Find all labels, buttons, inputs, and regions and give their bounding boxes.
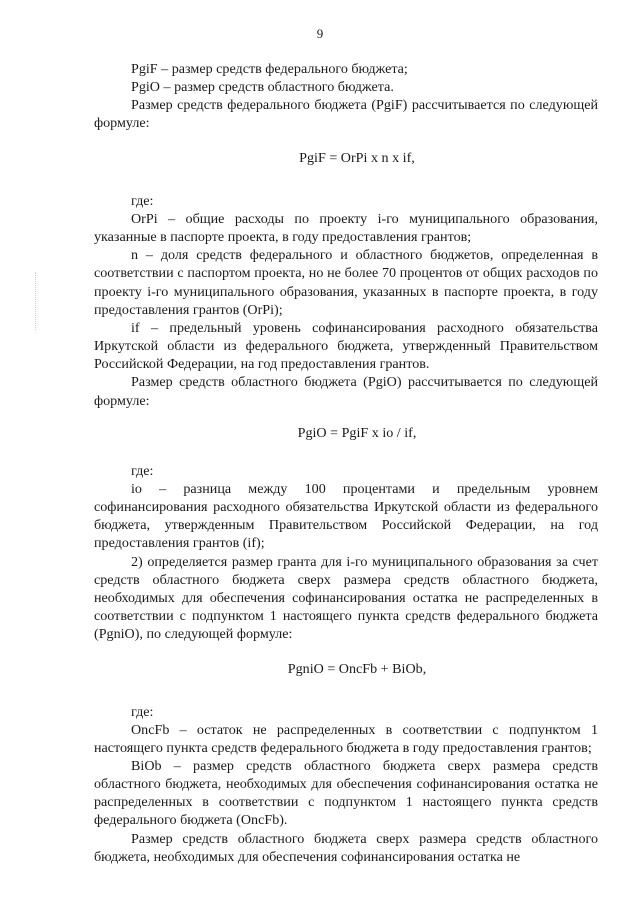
document-body — [94, 60, 598, 866]
definition-pgif: PgiF – размер средств федерального бюджета; — [131, 61, 408, 77]
where-label-1: где: — [131, 192, 154, 209]
definition-orpi: OrPi – общие расходы по проекту i-го муниципального образования, указанные в паспорте проекта, в году предоставления грантов; — [94, 210, 598, 246]
definition-biob: BiOb – размер средств областного бюджета сверх размера средств областного бюджета, необходимых для обеспечения софинансирования остатка не распределенных в соответствии с подпунктом 1 настоящего пункта средств федерального бюджета (OncFb). — [94, 758, 598, 829]
paragraph-biob-intro: Размер средств областного бюджета сверх размера средств областного бюджета, необходимых для обеспечения софинансирования остатка не — [94, 830, 598, 865]
definition-n: n – доля средств федерального и областного бюджетов, определенная в соответствии с паспортом проекта, но не более 70 процентов от общих расходов по проекту i-го муниципального образования, указанных в паспорте проекта, в году предоставления грантов (OrPi); — [94, 247, 598, 318]
definition-if: if – предельный уровень софинансирования расходного обязательства Иркутской области из федерального бюджета, утвержденный Правительством Российской Федерации, на год предоставления грантов. — [94, 319, 598, 373]
formula-pgnio: PgniO = OncFb + BiOb, — [287, 661, 427, 678]
paragraph-pgio-formula-intro: Размер средств областного бюджета (PgiO) рассчитывается по следующей формуле: — [94, 374, 598, 409]
where-label-2: где: — [131, 462, 154, 479]
margin-mark — [35, 272, 37, 330]
page-number: 9 — [316, 26, 324, 41]
definition-pgio: PgiO – размер средств областного бюджета. — [131, 79, 394, 96]
formula-pgio: PgiO = PgiF x io / if, — [297, 424, 417, 441]
paragraph-pgif-formula-intro: Размер средств федерального бюджета (PgiF) рассчитывается по следующей формуле: — [94, 97, 598, 132]
definition-io: io – разница между 100 процентами и предельным уровнем софинансирования расходного обязательства Иркутской области из федерального бюджета, утвержденным Правительством Российской Федерации, на год предоставления грантов (if); — [94, 480, 598, 552]
where-label-3: где: — [131, 703, 154, 720]
paragraph-item-2: 2) определяется размер гранта для i-го муниципального образования за счет средств областного бюджета сверх размера средств областного бюджета, необходимых для обеспечения софинансирования остатка не распределенных в соответствии с подпунктом 1 настоящего пункта средств федерального бюджета (PgniO), по следующей формуле: — [94, 553, 598, 643]
formula-pgif: PgiF = OrPi x n x if, — [299, 149, 415, 166]
definition-oncfb: OncFb – остаток не распределенных в соответствии с подпунктом 1 настоящего пункта средств федерального бюджета в году предоставления грантов; — [94, 721, 598, 756]
